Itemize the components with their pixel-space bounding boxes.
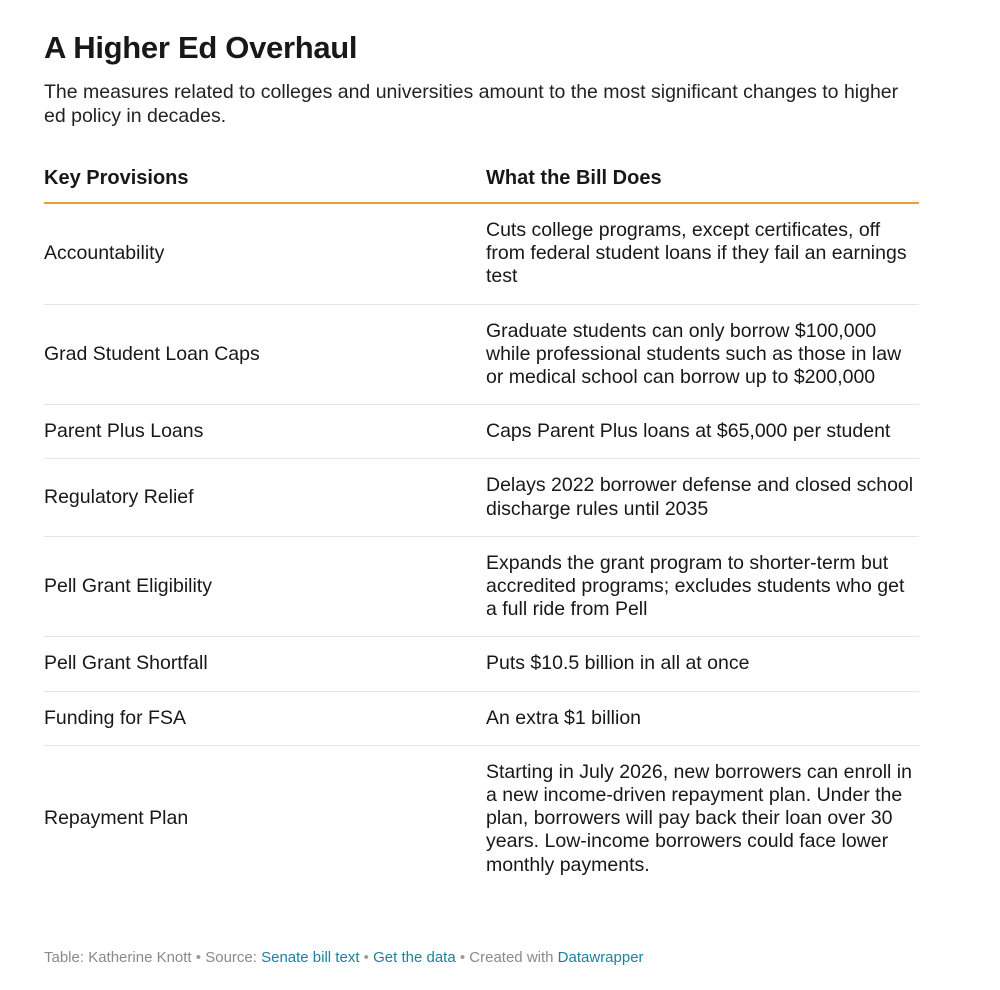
source-link[interactable]: Senate bill text xyxy=(261,949,360,966)
table-row xyxy=(44,203,919,304)
table-row xyxy=(44,536,919,637)
description-cell: Caps Parent Plus loans at $65,000 per student xyxy=(486,405,919,459)
table-row xyxy=(44,304,919,405)
table-row xyxy=(44,637,919,691)
provision-cell: Repayment Plan xyxy=(44,807,189,830)
provision-cell: Funding for FSA xyxy=(44,691,486,745)
provision-cell: Parent Plus Loans xyxy=(44,405,486,459)
provision-cell: Accountability xyxy=(44,203,486,304)
column-header-key-provisions: Key Provisions xyxy=(44,166,486,203)
provision-cell: Regulatory Relief xyxy=(44,459,486,536)
provision-cell: Pell Grant Shortfall xyxy=(44,637,486,691)
footer xyxy=(44,948,644,968)
table-row xyxy=(44,405,919,459)
description-cell: An extra $1 billion xyxy=(486,691,919,745)
provision-cell: Grad Student Loan Caps xyxy=(44,304,486,405)
provision-cell: Pell Grant Eligibility xyxy=(44,536,486,637)
footer-separator: • xyxy=(363,949,369,966)
table-credit: Table: Katherine Knott xyxy=(44,949,192,966)
provisions-table xyxy=(44,166,919,892)
get-the-data-link[interactable]: Get the data xyxy=(373,949,456,966)
column-header-what-the-bill-does: What the Bill Does xyxy=(486,166,919,203)
table-row xyxy=(44,691,919,745)
description-cell: Starting in July 2026, new borrowers can enroll in a new income-driven repayment plan. Under the plan, borrowers will pay back their loan over 30 years. Low-income borrowers could face lower monthly payments. xyxy=(486,760,912,876)
footer-separator: • xyxy=(195,949,202,966)
footer-separator: • xyxy=(459,949,466,966)
table-row xyxy=(44,745,919,892)
description-cell: Cuts college programs, except certificates, off from federal student loans if they fail an earnings test xyxy=(486,203,919,304)
description-cell: Delays 2022 borrower defense and closed school discharge rules until 2035 xyxy=(486,459,919,536)
created-with-label: Created with xyxy=(469,949,554,966)
table-row xyxy=(44,459,919,536)
page-title: A Higher Ed Overhaul xyxy=(44,30,358,65)
description-cell: Puts $10.5 billion in all at once xyxy=(486,637,919,691)
description-cell: Expands the grant program to shorter-term but accredited programs; excludes students who get a full ride from Pell xyxy=(486,536,919,637)
datawrapper-link[interactable]: Datawrapper xyxy=(557,949,644,966)
table-header-row xyxy=(44,166,919,203)
page-subtitle: The measures related to colleges and universities amount to the most significant changes to higher ed policy in decades. xyxy=(44,81,899,127)
description-cell: Graduate students can only borrow $100,000 while professional students such as those in law or medical school can borrow up to $200,000 xyxy=(486,304,919,405)
source-label: Source: xyxy=(205,949,257,966)
